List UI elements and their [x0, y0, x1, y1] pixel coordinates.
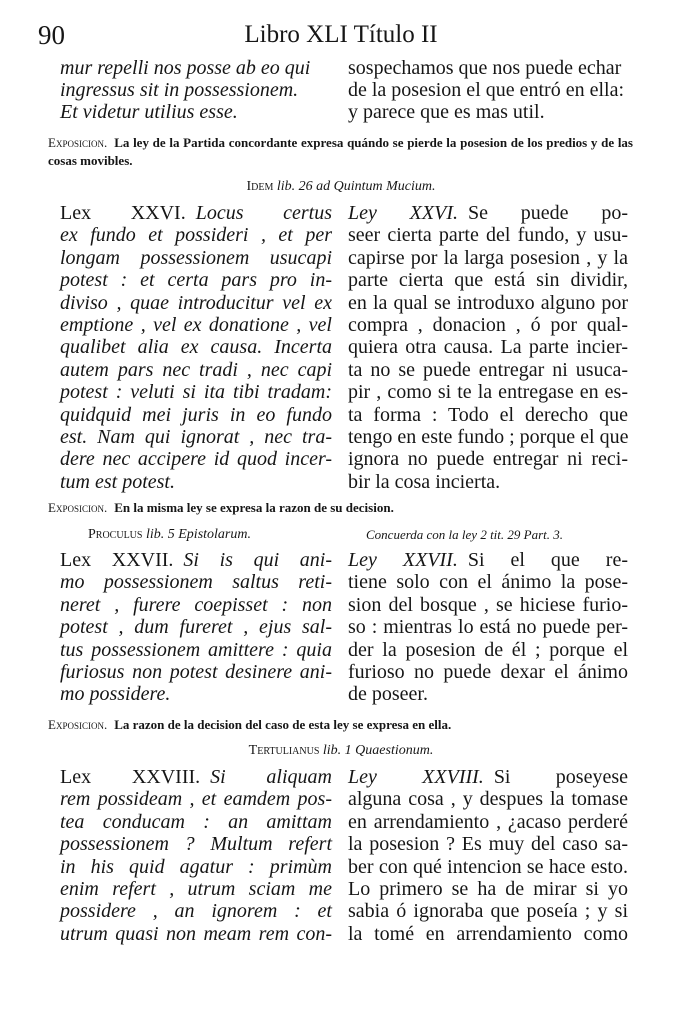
spanish-column: [348, 766, 628, 945]
latin-line: tum est potest.: [60, 470, 175, 493]
latin-column: [60, 766, 332, 945]
law-heading: Lex XXVI.: [60, 202, 186, 224]
spanish-line: der la posesion de él ; porque el: [348, 638, 628, 661]
latin-line: mo possessionem saltus reti-: [60, 571, 332, 594]
commentary-text: La razon de la decision del caso de esta ley se expresa en ella.: [114, 717, 452, 732]
latin-line: quidquid mei juris in eo fundo: [60, 403, 332, 426]
latin-line: diviso , quae introducitur vel ex: [60, 291, 332, 314]
latin-line: Si aliquam: [210, 766, 332, 788]
latin-line: ingressus sit in possessionem.: [60, 79, 299, 101]
spanish-line: la tomé en arrendamiento como: [348, 922, 628, 945]
spanish-line: compra , donacion , ó por qual-: [348, 314, 628, 337]
latin-line: tea conducam : an amittam: [60, 810, 332, 833]
spanish-line: Si poseyese: [493, 766, 628, 788]
commentary-label: Exposicion.: [48, 135, 108, 150]
latin-line: mur repelli nos posse ab eo qui: [60, 57, 311, 79]
spanish-line: en la qual se introduxo alguno por: [348, 291, 628, 314]
latin-line: potest , dum fureret , ejus sal-: [60, 616, 332, 639]
spanish-line: ignora no puede entregar ni reci-: [348, 448, 628, 471]
commentary-block: [48, 499, 633, 517]
latin-column: [60, 202, 332, 493]
commentary-text: En la misma ley se expresa la razon de su decision.: [114, 500, 394, 515]
spanish-line: de la posesion el que entró en ella:: [348, 79, 625, 101]
latin-line: potest : et certa pars pro in-: [60, 269, 332, 292]
attribution: [88, 526, 251, 544]
page-number: 90: [38, 20, 65, 50]
latin-line: possidere , an ignorem : et: [60, 900, 332, 923]
spanish-line: tengo en este fundo ; porque el que: [348, 426, 629, 449]
latin-line: tus possessionem amittere : quia: [60, 638, 332, 661]
latin-line: potest : veluti si ita tibi tradam:: [60, 381, 332, 404]
latin-line: Locus certus: [195, 202, 332, 224]
attribution-author: Tertulianus: [248, 743, 320, 758]
latin-line: autem pars nec tradi , nec capi: [60, 358, 332, 381]
law-heading: Ley XXVII.: [348, 549, 458, 571]
spanish-line: Lo primero se ha de mirar si yo: [348, 878, 628, 901]
latin-line: in his quid agatur : primùm: [60, 855, 332, 878]
attribution-reference: lib. 1 Quaestionum.: [322, 743, 434, 758]
attribution-reference: lib. 26 ad Quintum Mucium.: [276, 179, 436, 194]
spanish-line: furioso no puede dexar el ánimo: [348, 661, 628, 684]
latin-line: dere nec accipere id quod incer-: [60, 448, 332, 471]
latin-line: utrum quasi non meam rem con-: [60, 922, 332, 945]
commentary-block: [48, 716, 633, 734]
latin-column: [60, 549, 332, 706]
commentary-label: Exposicion.: [48, 500, 108, 515]
spanish-line: sabia ó ignoraba que poseía ; y si: [348, 900, 628, 923]
latin-line: est. Nam qui ignorat , nec tra-: [60, 426, 332, 449]
spanish-column: [348, 549, 628, 706]
spanish-line: ta forma : Todo el derecho que: [348, 403, 628, 426]
commentary-block: [48, 134, 633, 169]
spanish-line: tiene solo con el ánimo la pose-: [348, 571, 628, 594]
spanish-line: capirse por la larga posesion , y la: [348, 246, 628, 269]
latin-continuation: [60, 57, 332, 123]
spanish-line: so : mientras lo está no puede per-: [348, 616, 628, 639]
commentary-text: La ley de la Partida concordante expresa quándo se pierde la posesion de los predios y de las cosas movibles.: [48, 135, 633, 168]
spanish-line: pir , como si te la entregase en es-: [348, 381, 628, 404]
running-title: Libro XLI Título II: [244, 21, 438, 48]
spanish-line: quiera otra causa. La parte incier-: [348, 336, 628, 359]
attribution-author: Idem: [246, 179, 274, 194]
spanish-line: sion del bosque , se hiciese furio-: [348, 593, 628, 616]
concordance-note: Concuerda con la ley 2 tit. 29 Part. 3.: [366, 527, 564, 542]
law-heading: Ley XXVI.: [348, 202, 458, 224]
commentary-label: Exposicion.: [48, 717, 108, 732]
attribution: [0, 178, 682, 196]
spanish-line: bir la cosa incierta.: [348, 470, 501, 493]
attribution-author: Proculus: [88, 527, 143, 542]
latin-line: Si is qui ani-: [183, 549, 332, 571]
latin-line: Et videtur utilius esse.: [60, 101, 238, 123]
spanish-line: alguna cosa , y despues la tomase: [348, 788, 628, 811]
law-heading: Lex XXVIII.: [60, 766, 201, 788]
latin-line: neret , furere coepisset : non: [60, 593, 332, 616]
spanish-line: la posesion ? Es muy del caso sa-: [348, 833, 628, 856]
attribution: [0, 742, 682, 760]
spanish-line: Se puede po-: [467, 202, 628, 224]
latin-line: mo possidere.: [60, 683, 171, 706]
latin-line: furiosus non potest desinere ani-: [60, 661, 332, 684]
spanish-line: de poseer.: [348, 683, 428, 706]
spanish-line: seer cierta parte del fundo, y usu-: [348, 224, 628, 247]
spanish-line: ta no se puede entregar ni usuca-: [348, 358, 628, 381]
latin-line: ex fundo et possideri , et per: [60, 224, 332, 247]
latin-line: qualibet alia ex causa. Incerta: [60, 336, 332, 359]
spanish-line: parte cierta que está sin dividir,: [348, 269, 628, 292]
law-heading: Lex XXVII.: [60, 549, 174, 571]
latin-line: possessionem ? Multum refert: [60, 833, 332, 856]
spanish-line: Si el que re-: [467, 549, 628, 571]
spanish-line: en arrendamiento , ¿acaso perderé: [348, 810, 628, 833]
spanish-line: sospechamos que nos puede echar: [348, 57, 622, 79]
attribution-reference: lib. 5 Epistolarum.: [145, 527, 251, 542]
latin-line: longam possessionem usucapi: [60, 246, 332, 269]
latin-line: emptione , vel ex donatione , vel: [60, 314, 332, 337]
spanish-continuation: [348, 57, 628, 123]
law-heading: Ley XXVIII.: [348, 766, 484, 788]
spanish-line: y parece que es mas util.: [348, 101, 545, 123]
latin-line: rem possideam , et eamdem pos-: [60, 788, 332, 811]
spanish-line: ber con qué intencion se hace esto.: [348, 855, 628, 878]
latin-line: enim refert , utrum sciam me: [60, 878, 332, 901]
spanish-column: [348, 202, 628, 493]
